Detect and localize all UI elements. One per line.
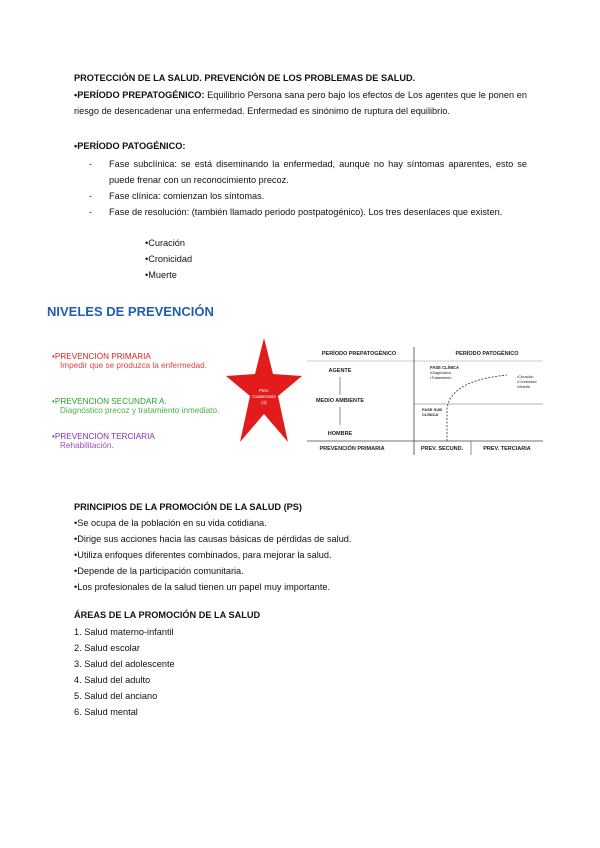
list-item: •Se ocupa de la población en su vida cotidiana. bbox=[74, 518, 267, 528]
outcome-list bbox=[145, 235, 192, 283]
svg-text:Ptev.: Ptev. bbox=[259, 388, 269, 393]
prepatogenico-text: Equilibrio Persona sana pero bajo los efectos de Los agentes que le ponen en riesgo de desencadenar una enfermedad. Enfermedad es sinónimo de ruptura del equilibrio. bbox=[74, 90, 527, 116]
areas-title: ÁREAS DE LA PROMOCIÓN DE LA SALUD bbox=[74, 610, 261, 620]
list-item: - Fase subclínica: se está diseminando la enfermedad, aunque no hay síntomas aparentes, esto se puede frenar con un reconocimiento precoz. bbox=[109, 156, 527, 188]
prepatogenico-label: •PERÍODO PREPATOGÉNICO: bbox=[74, 90, 205, 100]
level-item bbox=[52, 432, 252, 450]
diagram-bottom-label: PREV. SECUND. bbox=[420, 446, 464, 452]
svg-text:FASE CLÍNICA: FASE CLÍNICA bbox=[430, 365, 460, 370]
list-item: 6. Salud mental bbox=[74, 707, 138, 717]
level-desc: Diagnóstico precoz y tratamiento inmediato. bbox=[60, 406, 220, 415]
diagram-hombre: HOMBRE bbox=[327, 431, 353, 437]
list-item: 3. Salud del adolescente bbox=[74, 659, 175, 669]
level-item bbox=[52, 397, 252, 415]
phase-list bbox=[89, 156, 527, 220]
svg-text:FASE SUB: FASE SUB bbox=[422, 407, 443, 412]
dash-bullet: - bbox=[89, 159, 93, 169]
diagram-right-title: PERÍODO PATOGÉNICO bbox=[455, 351, 519, 357]
list-item: •Cronicidad bbox=[145, 254, 193, 264]
level-label: •PREVENCIÓN TERCIARIA bbox=[52, 432, 155, 441]
dash-bullet: - bbox=[89, 191, 93, 201]
list-item: •Curación bbox=[145, 238, 185, 248]
list-item: - Fase clínica: comienzan los síntomas. bbox=[109, 188, 527, 204]
dash-bullet: - bbox=[89, 207, 93, 217]
list-item: 5. Salud del anciano bbox=[74, 691, 158, 701]
level-desc: Rehabilitación. bbox=[60, 441, 114, 450]
principios-title: PRINCIPIOS DE LA PROMOCIÓN DE LA SALUD (PS) bbox=[74, 502, 302, 512]
diagram-medio: MEDIO AMBIENTE bbox=[315, 398, 365, 404]
patogenico-label: •PERÍODO PATOGÉNICO: bbox=[74, 141, 186, 151]
principios-list bbox=[74, 515, 351, 595]
diagram-left-title: PERÍODO PREPATOGÉNICO bbox=[321, 351, 397, 357]
level-label: •PREVENCIÓN PRIMARIA bbox=[52, 352, 151, 361]
list-item: - Fase de resolución: (también llamado periodo postpatogénico). Los tres desenlaces que existen. bbox=[109, 204, 527, 220]
svg-text:Cuaternaria: Cuaternaria bbox=[252, 394, 276, 399]
svg-text:•Cronicidad: •Cronicidad bbox=[517, 380, 537, 384]
level-desc: Impedir que se produzca la enfermedad. bbox=[60, 361, 208, 370]
level-label: •PREVENCIÓN SECUNDAR A. bbox=[52, 397, 167, 406]
areas-list bbox=[74, 624, 175, 720]
svg-text:•Diagnóstico: •Diagnóstico bbox=[430, 371, 452, 375]
levels-panel bbox=[52, 352, 252, 450]
diagram-curve bbox=[447, 375, 507, 441]
svg-text:CLÍNICA: CLÍNICA bbox=[422, 412, 439, 417]
list-item: •Dirige sus acciones hacia las causas básicas de pérdidas de salud. bbox=[74, 534, 352, 544]
svg-text:•Tratamiento: •Tratamiento bbox=[430, 376, 452, 380]
list-item: 1. Salud materno-infantil bbox=[74, 627, 174, 637]
section-title: PROTECCIÓN DE LA SALUD. PREVENCIÓN DE LOS PROBLEMAS DE SALUD. bbox=[74, 73, 416, 83]
svg-text:•Muerte: •Muerte bbox=[517, 385, 531, 389]
diagram-bottom-label: PREVENCIÓN PRIMARIA bbox=[319, 446, 385, 452]
list-item: •Utiliza enfoques diferentes combinados, para mejorar la salud. bbox=[74, 550, 332, 560]
svg-text:•Curación: •Curación bbox=[517, 375, 534, 379]
list-item: 2. Salud escolar bbox=[74, 643, 140, 653]
diagram-agente: AGENTE bbox=[328, 368, 352, 374]
star-icon bbox=[226, 336, 302, 444]
niveles-title: NIVELES DE PREVENCIÓN bbox=[47, 304, 214, 319]
svg-text:(4): (4) bbox=[261, 400, 267, 405]
prepatogenico-paragraph bbox=[74, 87, 527, 119]
diagram-bottom-label: PREV. TERCIARIA bbox=[483, 446, 531, 452]
list-item: •Los profesionales de la salud tienen un papel muy importante. bbox=[74, 582, 331, 592]
list-item: •Muerte bbox=[145, 270, 177, 280]
list-item: •Depende de la participación comunitaria. bbox=[74, 566, 244, 576]
natural-history-diagram bbox=[307, 343, 543, 455]
list-item: 4. Salud del adulto bbox=[74, 675, 151, 685]
level-item bbox=[52, 352, 252, 370]
